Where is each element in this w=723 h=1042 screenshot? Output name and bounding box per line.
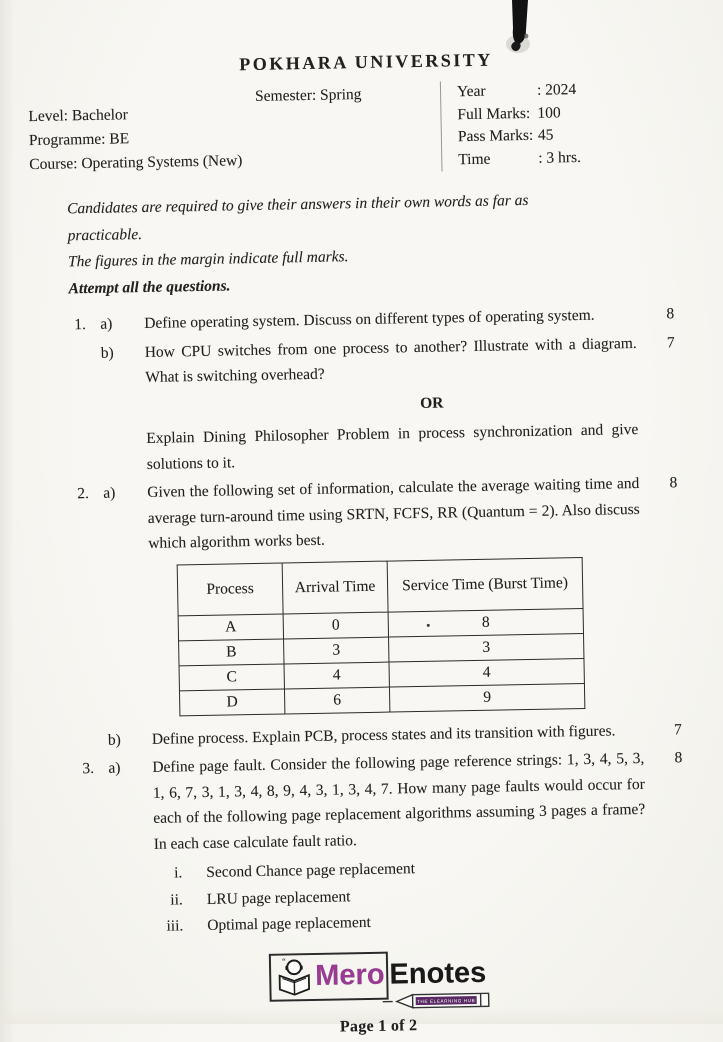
marks-value: 7 <box>636 330 682 356</box>
list-item-label: iii. <box>155 913 183 939</box>
instruction-line-1: Candidates are required to give their answers in their own words as far as practicable. <box>67 187 573 249</box>
year-value: : 2024 <box>537 79 577 102</box>
instruction-line-3: Attempt all the questions. <box>68 267 573 303</box>
marks-value: 8 <box>644 745 690 771</box>
programme-line: Programme: BE <box>29 125 242 153</box>
time-label: Time <box>458 147 538 171</box>
list-item-label: ii. <box>155 887 183 913</box>
logo-frame <box>269 951 389 1001</box>
question-text: Define page fault. Consider the following page reference strings: 1, 3, 4, 5, 3, 1, 6, 7, 3, 1, 3, 4, 8, 9, 4, 3, 1, 3, 4, 7. How many page faults would occur for each of the following page replacement algorithms assuming 3 pages a frame? In each case calculate fault ratio. <box>152 746 646 857</box>
question-number: 1. <box>64 312 100 338</box>
question-number <box>65 340 101 341</box>
full-marks-value: 100 <box>537 102 561 125</box>
full-marks-label: Full Marks: <box>457 102 537 126</box>
logo-tagline: THE ELEARNING HUB <box>417 998 475 1004</box>
header-left-block <box>28 101 242 177</box>
brand-name-secondary: Enotes <box>389 957 486 992</box>
instructions-block <box>67 187 574 302</box>
course-line: Course: Operating Systems (New) <box>29 149 242 177</box>
footer <box>16 945 723 1042</box>
instruction-line-2: The figures in the margin indicate full marks. <box>68 240 573 276</box>
question-number: 3. <box>72 756 108 782</box>
marks-value: 8 <box>639 470 685 496</box>
exam-header <box>0 74 723 181</box>
cell-arrival: 3 <box>284 637 389 664</box>
part-label: a) <box>108 755 152 781</box>
cell-process: C <box>179 663 284 690</box>
process-scheduling-table <box>177 556 586 715</box>
part-label: b) <box>101 339 145 365</box>
cell-arrival: 0 <box>283 612 388 639</box>
column-header: Arrival Time <box>282 561 388 614</box>
time-row <box>458 145 663 171</box>
part-label: a) <box>100 311 144 337</box>
column-header: Process <box>177 563 283 616</box>
header-right-block <box>440 77 664 171</box>
cell-process: A <box>178 613 283 640</box>
reading-person-icon <box>273 955 316 998</box>
pencil-banner-icon <box>381 990 499 1010</box>
question-number: 2. <box>67 481 103 507</box>
scheduling-table-row <box>69 549 723 725</box>
ink-blot-artifact <box>498 0 544 62</box>
page-title: POKHARA UNIVERSITY <box>9 45 722 79</box>
list-item-text: LRU page replacement <box>207 884 351 912</box>
question-2a-row <box>67 469 723 558</box>
question-3a-row <box>72 744 723 858</box>
question-text: Given the following set of information, calculate the average waiting time and average turn-around time using SRTN, FCFS, RR (Quantum = 2). Also discuss which algorithm works best. <box>147 471 640 557</box>
meroenotes-logo <box>269 949 487 1001</box>
level-line: Level: Bachelor <box>28 101 241 129</box>
or-separator: OR <box>146 386 678 421</box>
list-item-label: i. <box>154 860 182 886</box>
question-text: How CPU switches from one process to another? Illustrate with a diagram. What is switching overhead? <box>145 330 638 390</box>
cell-arrival: 6 <box>284 687 389 714</box>
cell-service: 4 <box>389 658 584 687</box>
column-header: Service Time (Burst Time) <box>387 557 583 612</box>
questions-section <box>4 300 723 942</box>
part-label: b) <box>108 726 152 752</box>
semester-line: Semester: Spring <box>255 86 362 106</box>
list-item-text: Optimal page replacement <box>207 910 371 938</box>
brand-name-primary: Mero <box>315 959 385 993</box>
marks-value: 7 <box>644 717 690 743</box>
cell-arrival: 4 <box>284 662 389 689</box>
table-header-row <box>177 557 583 615</box>
question-1b-row <box>65 329 723 392</box>
cell-process: B <box>179 638 284 665</box>
question-text: Define operating system. Discuss on different types of operating system. <box>144 302 636 337</box>
time-value: : 3 hrs. <box>538 146 581 169</box>
question-text: Define process. Explain PCB, process states and its transition with figures. <box>152 717 644 752</box>
part-label: a) <box>103 480 147 506</box>
marks-value: 8 <box>636 301 682 327</box>
year-label: Year <box>457 80 537 104</box>
question-3a-subitems <box>74 849 723 941</box>
question-text: Explain Dining Philosopher Problem in process synchronization and give solutions to it. <box>146 417 639 477</box>
cell-service: 3 <box>389 633 584 662</box>
question-1-or-row <box>66 415 723 478</box>
cell-service: 8 <box>388 608 583 637</box>
cell-service: 9 <box>389 683 584 712</box>
cell-process: D <box>179 688 284 715</box>
scan-artifact-dot <box>427 623 430 626</box>
page-number: Page 1 of 2 <box>17 1011 723 1042</box>
svg-text:“: “ <box>282 956 286 965</box>
pass-marks-label: Pass Marks: <box>458 125 538 149</box>
list-item-text: Second Chance page replacement <box>206 856 415 885</box>
pass-marks-value: 45 <box>538 124 554 147</box>
